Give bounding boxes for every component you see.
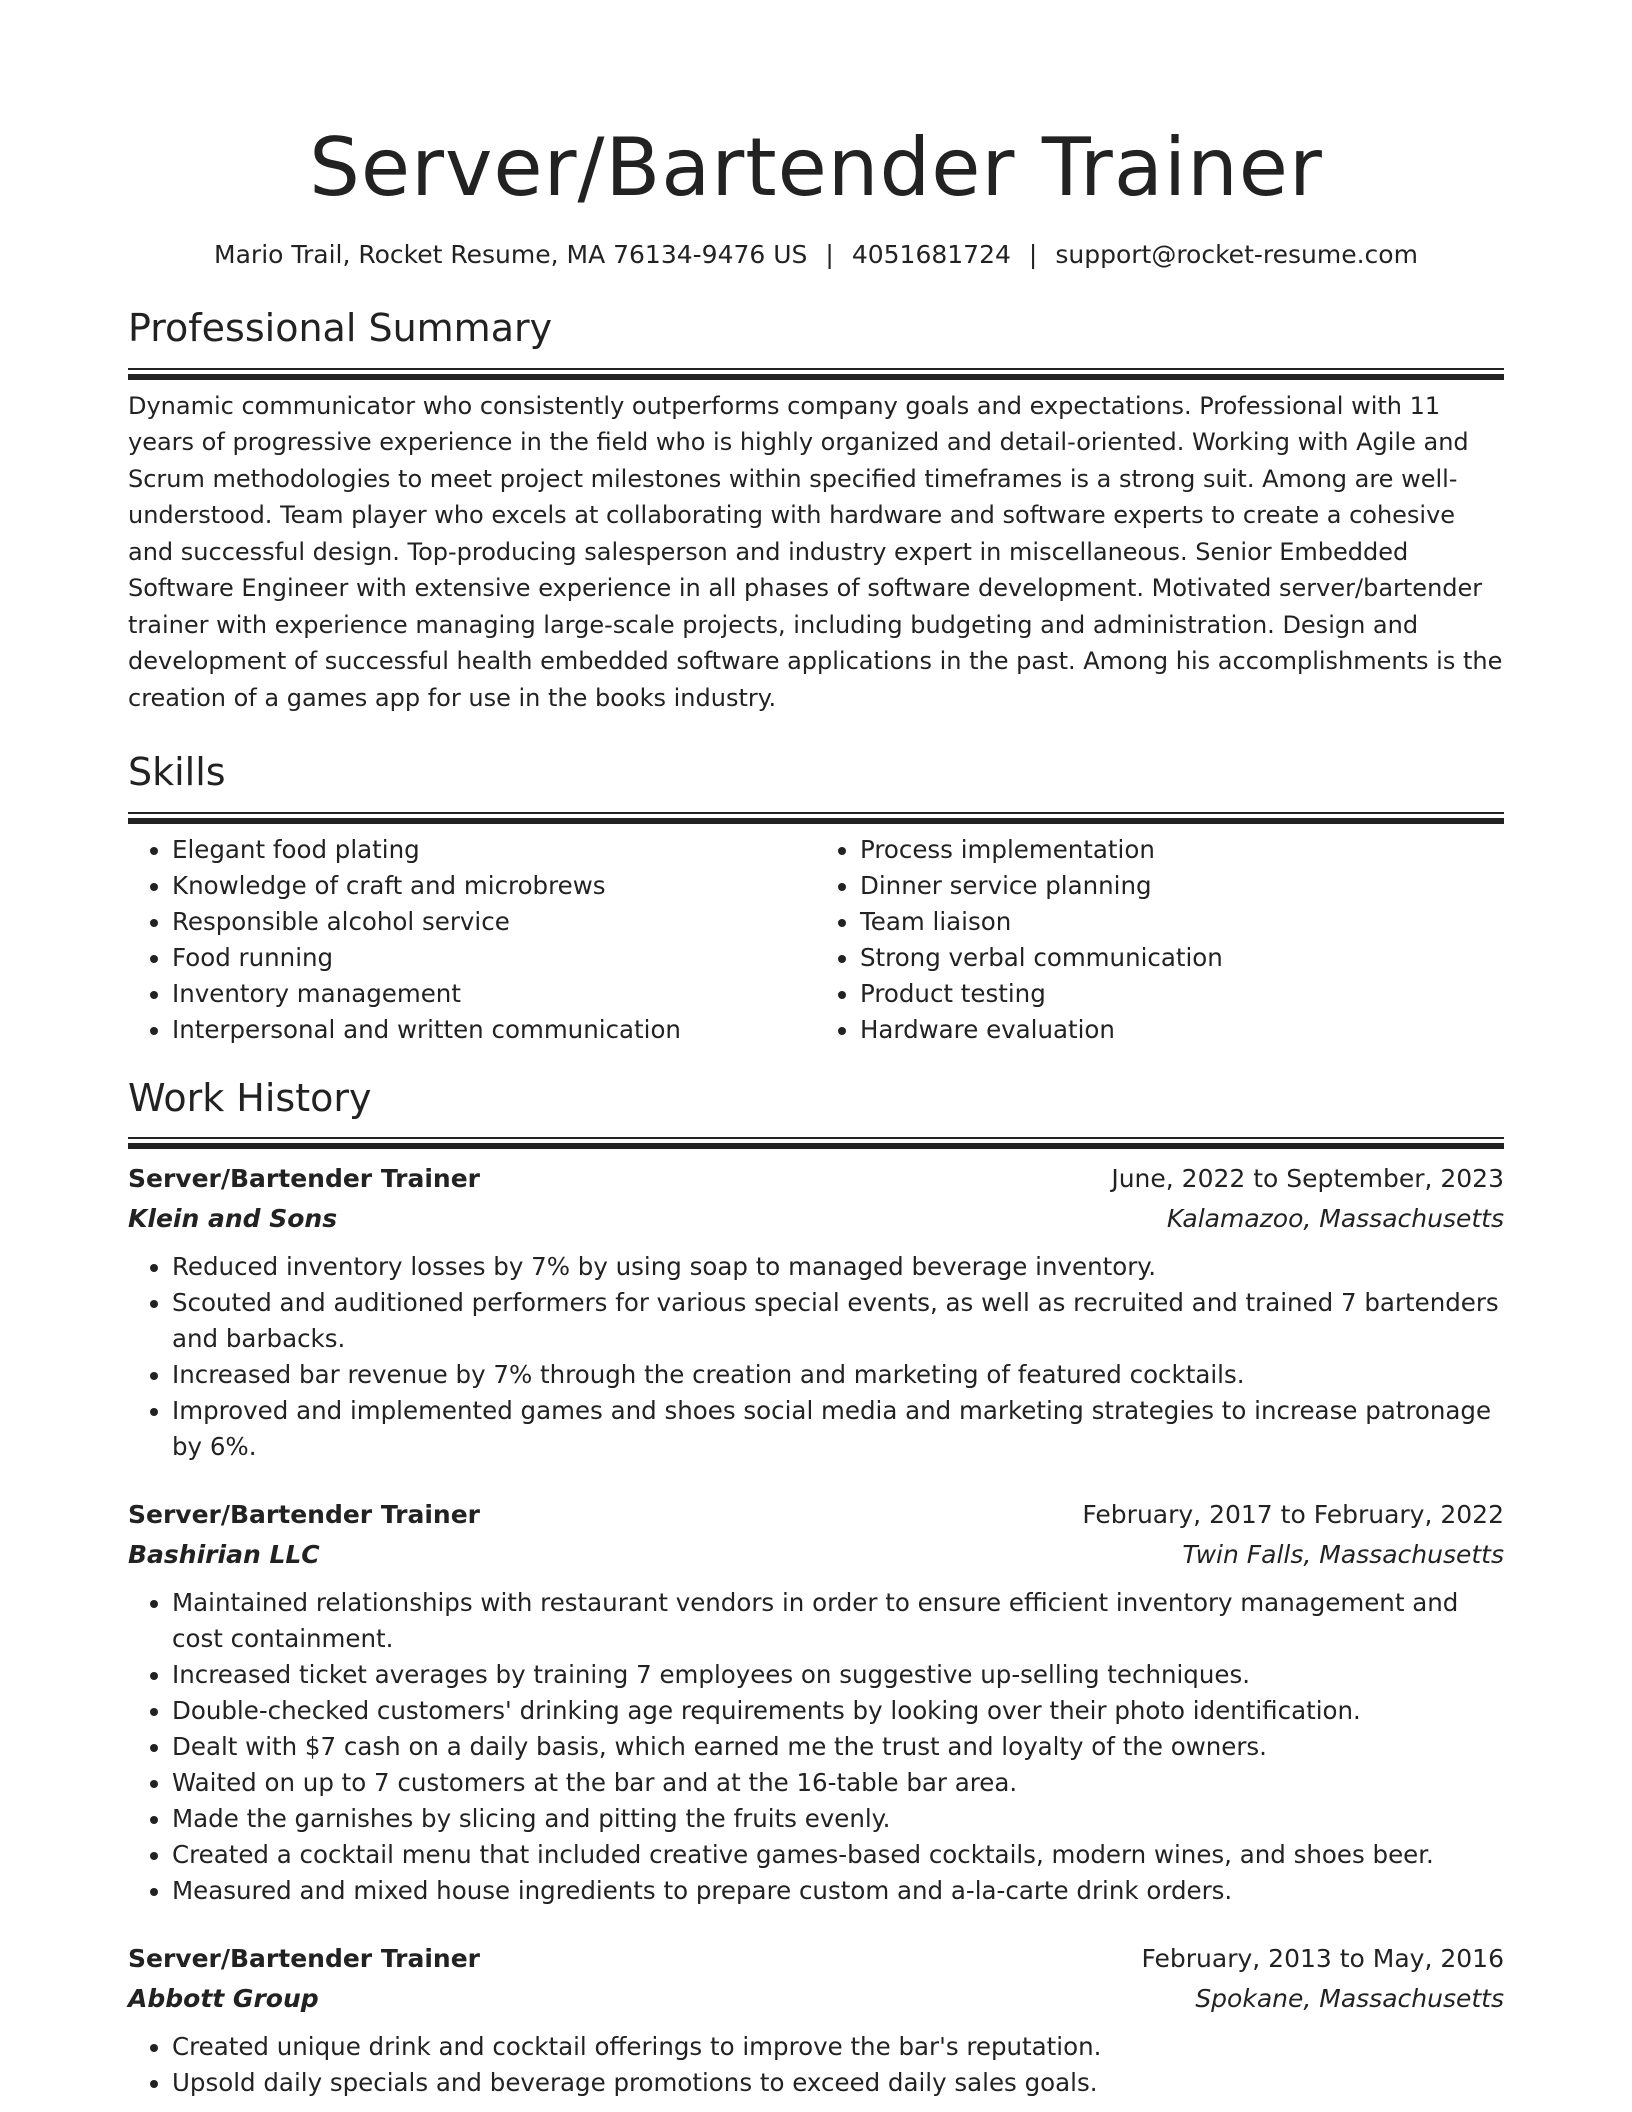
job-company: Bashirian LLC [128, 1540, 320, 1570]
job-bullet: • Maintained relationships with restaurant vendors in order to ensure efficient inventory management and cost containment. [172, 1585, 1504, 1657]
job-bullets [128, 2029, 1504, 2101]
job-bullet: • Waited on up to 7 customers at the bar and at the 16-table bar area. [172, 1765, 1504, 1801]
contact-address: Mario Trail, Rocket Resume, MA 76134-9476 US [214, 240, 808, 269]
job-subheader [128, 1535, 1504, 1575]
job-bullet: • Increased bar revenue by 7% through the creation and marketing of featured cocktails. [172, 1357, 1504, 1393]
job-header [128, 1159, 1504, 1199]
job-bullet: • Measured and mixed house ingredients to prepare custom and a-la-carte drink orders. [172, 1873, 1504, 1909]
job-entry [128, 1159, 1504, 1465]
job-entry [128, 1939, 1504, 2101]
job-header [128, 1495, 1504, 1535]
job-location: Kalamazoo, Massachusetts [1166, 1204, 1504, 1234]
skill-item: • Team liaison [860, 904, 1504, 940]
skill-item: • Interpersonal and written communication [172, 1012, 816, 1048]
job-bullet: • Improved and implemented games and shoes social media and marketing strategies to increase patronage by 6%. [172, 1393, 1504, 1465]
section-divider [128, 1137, 1504, 1145]
job-bullet: • Upsold daily specials and beverage promotions to exceed daily sales goals. [172, 2065, 1504, 2101]
job-company: Abbott Group [128, 1984, 319, 2014]
section-divider [128, 368, 1504, 376]
skill-item: • Knowledge of craft and microbrews [172, 868, 816, 904]
summary-section [128, 306, 1504, 716]
job-title: Server/Bartender Trainer [128, 1944, 481, 1974]
job-entry [128, 1495, 1504, 1909]
job-bullet: • Dealt with $7 cash on a daily basis, which earned me the trust and loyalty of the owners. [172, 1729, 1504, 1765]
contact-separator: | [1028, 240, 1038, 269]
skill-item: • Product testing [860, 976, 1504, 1012]
contact-phone: 4051681724 [851, 240, 1011, 269]
job-title: Server/Bartender Trainer [128, 1500, 481, 1530]
job-bullets [128, 1585, 1504, 1909]
contact-email: support@rocket-resume.com [1055, 240, 1418, 269]
job-dates: February, 2013 to May, 2016 [1141, 1944, 1504, 1974]
contact-line [128, 240, 1504, 270]
job-dates: February, 2017 to February, 2022 [1082, 1500, 1504, 1530]
skill-item: • Food running [172, 940, 816, 976]
skill-item: • Responsible alcohol service [172, 904, 816, 940]
skill-item: • Elegant food plating [172, 832, 816, 868]
job-title: Server/Bartender Trainer [128, 1164, 481, 1194]
skill-item: • Dinner service planning [860, 868, 1504, 904]
job-location: Spokane, Massachusetts [1195, 1984, 1504, 2014]
summary-heading: Professional Summary [128, 306, 553, 350]
job-bullet: • Made the garnishes by slicing and pitting the fruits evenly. [172, 1801, 1504, 1837]
job-location: Twin Falls, Massachusetts [1182, 1540, 1504, 1570]
resume-name: Server/Bartender Trainer [309, 121, 1323, 214]
skill-item: • Inventory management [172, 976, 816, 1012]
skills-heading: Skills [128, 750, 226, 795]
skills-column-left [128, 832, 816, 1048]
job-subheader [128, 1979, 1504, 2019]
job-bullet: • Increased ticket averages by training 7 employees on suggestive up-selling techniques. [172, 1657, 1504, 1693]
skill-item: • Strong verbal communication [860, 940, 1504, 976]
job-subheader [128, 1199, 1504, 1239]
job-company: Klein and Sons [128, 1204, 338, 1234]
contact-separator: | [825, 240, 834, 269]
job-bullets [128, 1249, 1504, 1465]
section-divider [128, 812, 1504, 820]
job-bullet: • Created a cocktail menu that included creative games-based cocktails, modern wines, and shoes beer. [172, 1837, 1504, 1873]
work-history-section [128, 1076, 1504, 2102]
skill-item: • Hardware evaluation [860, 1012, 1504, 1048]
skills-section [128, 750, 1504, 1048]
job-dates: June, 2022 to September, 2023 [1111, 1164, 1504, 1194]
job-bullet: • Scouted and auditioned performers for various special events, as well as recruited and trained 7 bartenders and barbacks. [172, 1285, 1504, 1357]
skills-column-right [816, 832, 1504, 1048]
skill-item: • Process implementation [860, 832, 1504, 868]
summary-text: Dynamic communicator who consistently outperforms company goals and expectations. Professional with 11 years of progressive experience in the field who is highly organized and detail-oriented. Working with Agile and Scrum methodologies to meet project milestones within specified timeframes is a strong suit. Among are well-understood. Team player who excels at collaborating with hardware and software experts to create a cohesive and successful design. Top-producing salesperson and industry expert in miscellaneous. Senior Embedded Software Engineer with extensive experience in all phases of software development. Motivated server/bartender trainer with experience managing large-scale projects, including budgeting and administration. Design and development of successful health embedded software applications in the past. Among his accomplishments is the creation of a games app for use in the books industry. [128, 391, 1503, 712]
skills-grid [128, 832, 1504, 1048]
job-header [128, 1939, 1504, 1979]
job-bullet: • Created unique drink and cocktail offerings to improve the bar's reputation. [172, 2029, 1504, 2065]
work-history-heading: Work History [128, 1075, 372, 1120]
job-bullet: • Reduced inventory losses by 7% by using soap to managed beverage inventory. [172, 1249, 1504, 1285]
job-bullet: • Double-checked customers' drinking age requirements by looking over their photo identification. [172, 1693, 1504, 1729]
